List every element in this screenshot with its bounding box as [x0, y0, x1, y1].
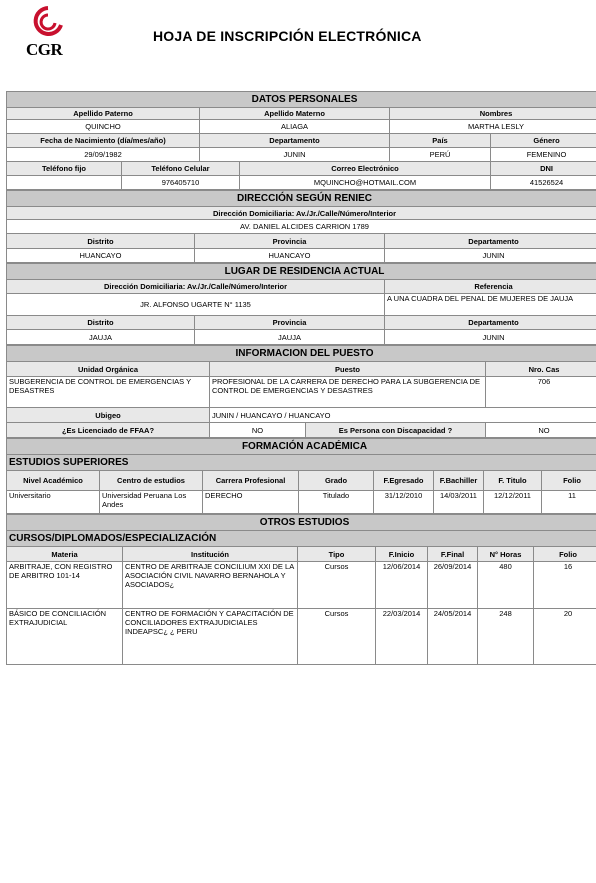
cgr-logo: [26, 5, 70, 57]
value-pais: PERÚ: [390, 148, 491, 162]
section-title: INFORMACION DEL PUESTO: [7, 346, 596, 362]
formacion-table: [6, 438, 596, 514]
section-title: DIRECCIÓN SEGÚN RENIEC: [7, 191, 596, 207]
value-dni: 41526524: [491, 176, 596, 190]
table-cell: 248: [478, 609, 534, 665]
residencia-table: [6, 263, 596, 345]
col-header: F.Inicio: [376, 547, 428, 562]
table-cell: Titulado: [299, 491, 374, 514]
table-cell: 31/12/2010: [374, 491, 434, 514]
col-header: Carrera Profesional: [203, 471, 299, 491]
label-distrito: Distrito: [7, 234, 195, 249]
form: [6, 91, 596, 665]
value-ubigeo: JUNIN / HUANCAYO / HUANCAYO: [210, 408, 596, 423]
table-cell: 12/06/2014: [376, 562, 428, 609]
value-apellido-paterno: QUINCHO: [7, 120, 200, 134]
label-departamento: Departamento: [385, 234, 596, 249]
section-title: DATOS PERSONALES: [7, 92, 596, 108]
label-nro-cas: Nro. Cas: [486, 362, 596, 377]
value-departamento: JUNIN: [200, 148, 390, 162]
value-telefono-fijo: [7, 176, 122, 190]
label-direccion-residencia: Dirección Domiciliaria: Av./Jr./Calle/Número/Interior: [7, 280, 385, 294]
label-pais: País: [390, 134, 491, 148]
value-departamento: JUNIN: [385, 330, 596, 345]
table-cell: Cursos: [298, 609, 376, 665]
value-nro-cas: 706: [486, 377, 596, 408]
col-header: N° Horas: [478, 547, 534, 562]
puesto-table: [6, 345, 596, 438]
col-header: Materia: [7, 547, 123, 562]
label-distrito: Distrito: [7, 316, 195, 330]
label-provincia: Provincia: [195, 316, 385, 330]
table-cell: Universitario: [7, 491, 100, 514]
col-header: Tipo: [298, 547, 376, 562]
value-ffaa: NO: [210, 423, 306, 438]
table-cell: CENTRO DE FORMACIÓN Y CAPACITACIÓN DE CONCILIADORES EXTRAJUDICIALES INDEAPSC¿ ¿ PERU: [123, 609, 298, 665]
col-header: Folio: [542, 471, 596, 491]
label-referencia: Referencia: [385, 280, 596, 294]
col-header: F.Egresado: [374, 471, 434, 491]
otros-estudios-table: [6, 514, 596, 665]
table-cell: 20: [534, 609, 596, 665]
value-nombres: MARTHA LESLY: [390, 120, 596, 134]
value-apellido-materno: ALIAGA: [200, 120, 390, 134]
label-dni: DNI: [491, 162, 596, 176]
label-direccion-reniec: Dirección Domiciliaria: Av./Jr./Calle/Número/Interior: [7, 207, 596, 220]
table-cell: 24/05/2014: [428, 609, 478, 665]
col-header: Nivel Académico: [7, 471, 100, 491]
table-cell: 12/12/2011: [484, 491, 542, 514]
value-fecha-nacimiento: 29/09/1982: [7, 148, 200, 162]
col-header: Grado: [299, 471, 374, 491]
table-cell: Universidad Peruana Los Andes: [100, 491, 203, 514]
label-departamento: Departamento: [200, 134, 390, 148]
reniec-table: [6, 190, 596, 263]
label-ubigeo: Ubigeo: [7, 408, 210, 423]
subsection-title: CURSOS/DIPLOMADOS/ESPECIALIZACIÓN: [7, 531, 596, 547]
label-nombres: Nombres: [390, 108, 596, 120]
page-title: HOJA DE INSCRIPCIÓN ELECTRÓNICA: [153, 28, 422, 44]
logo-text: CGR: [26, 40, 63, 59]
table-cell: 11: [542, 491, 596, 514]
table-row: [7, 491, 596, 514]
table-cell: 26/09/2014: [428, 562, 478, 609]
label-unidad-organica: Unidad Orgánica: [7, 362, 210, 377]
table-cell: 22/03/2014: [376, 609, 428, 665]
datos-personales-table: [6, 91, 596, 190]
value-departamento: JUNIN: [385, 249, 596, 263]
subsection-title: ESTUDIOS SUPERIORES: [7, 455, 596, 471]
value-correo: MQUINCHO@HOTMAIL.COM: [240, 176, 491, 190]
table-cell: Cursos: [298, 562, 376, 609]
label-puesto: Puesto: [210, 362, 486, 377]
table-row: [7, 609, 596, 665]
value-puesto: PROFESIONAL DE LA CARRERA DE DERECHO PARA LA SUBGERENCIA DE CONTROL DE EMERGENCIAS Y DESASTRES: [210, 377, 486, 408]
col-header: Folio: [534, 547, 596, 562]
table-cell: CENTRO DE ARBITRAJE CONCILIUM XXI DE LA ASOCIACIÓN CIVIL NAVARRO BERNAHOLA Y ASOCIADOS¿: [123, 562, 298, 609]
col-header: Institución: [123, 547, 298, 562]
label-fecha-nacimiento: Fecha de Nacimiento (día/mes/año): [7, 134, 200, 148]
cgr-emblem-icon: [32, 5, 64, 39]
value-genero: FEMENINO: [491, 148, 596, 162]
col-header: Centro de estudios: [100, 471, 203, 491]
table-cell: DERECHO: [203, 491, 299, 514]
value-provincia: JAUJA: [195, 330, 385, 345]
label-apellido-materno: Apellido Materno: [200, 108, 390, 120]
section-title: OTROS ESTUDIOS: [7, 515, 596, 531]
col-header: F.Final: [428, 547, 478, 562]
value-direccion-reniec: AV. DANIEL ALCIDES CARRION 1789: [7, 220, 596, 234]
value-provincia: HUANCAYO: [195, 249, 385, 263]
label-apellido-paterno: Apellido Paterno: [7, 108, 200, 120]
label-discapacidad: Es Persona con Discapacidad ?: [306, 423, 486, 438]
value-telefono-celular: 976405710: [122, 176, 240, 190]
label-provincia: Provincia: [195, 234, 385, 249]
value-distrito: JAUJA: [7, 330, 195, 345]
label-telefono-celular: Teléfono Celular: [122, 162, 240, 176]
label-correo: Correo Electrónico: [240, 162, 491, 176]
label-departamento: Departamento: [385, 316, 596, 330]
col-header: F. Titulo: [484, 471, 542, 491]
value-referencia: A UNA CUADRA DEL PENAL DE MUJERES DE JAUJA: [385, 294, 596, 316]
value-distrito: HUANCAYO: [7, 249, 195, 263]
section-title: LUGAR DE RESIDENCIA ACTUAL: [7, 264, 596, 280]
value-unidad-organica: SUBGERENCIA DE CONTROL DE EMERGENCIAS Y DESASTRES: [7, 377, 210, 408]
table-row: [7, 562, 596, 609]
value-discapacidad: NO: [486, 423, 596, 438]
label-ffaa: ¿Es Licenciado de FFAA?: [7, 423, 210, 438]
table-cell: 480: [478, 562, 534, 609]
table-cell: ARBITRAJE, CON REGISTRO DE ARBITRO 101-14: [7, 562, 123, 609]
col-header: F.Bachiller: [434, 471, 484, 491]
table-cell: 16: [534, 562, 596, 609]
label-telefono-fijo: Teléfono fijo: [7, 162, 122, 176]
label-genero: Género: [491, 134, 596, 148]
table-cell: BÁSICO DE CONCILIACIÓN EXTRAJUDICIAL: [7, 609, 123, 665]
table-cell: 14/03/2011: [434, 491, 484, 514]
section-title: FORMACIÓN ACADÉMICA: [7, 439, 596, 455]
value-direccion-residencia: JR. ALFONSO UGARTE N° 1135: [7, 294, 385, 316]
